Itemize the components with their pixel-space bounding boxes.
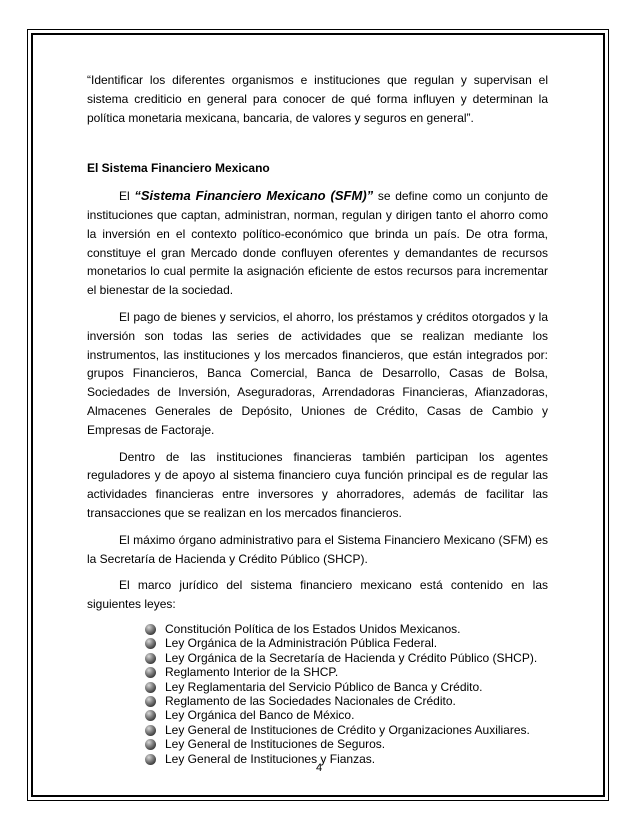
- bullet-icon: [145, 725, 156, 736]
- sfm-term: “Sistema Financiero Mexicano (SFM)”: [134, 188, 374, 204]
- list-item: Constitución Política de los Estados Unidos Mexicanos.: [145, 622, 548, 636]
- list-item: Ley Orgánica de la Administración Pública Federal.: [145, 636, 548, 650]
- list-item: Ley Orgánica de la Secretaría de Hacienda y Crédito Público (SHCP).: [145, 651, 548, 665]
- list-item: Ley General de Instituciones y Fianzas.: [145, 752, 548, 766]
- list-item: Reglamento Interior de la SHCP.: [145, 665, 548, 679]
- bullet-icon: [145, 638, 156, 649]
- bullet-icon: [145, 696, 156, 707]
- definition-lead: El: [119, 189, 135, 204]
- paragraph-legal-framework: El marco jurídico del sistema financiero mexicano está contenido en las siguientes leyes:: [87, 578, 548, 612]
- bullet-icon: [145, 710, 156, 721]
- bullet-icon: [145, 667, 156, 678]
- page-content: [87, 71, 548, 766]
- list-item: Reglamento de las Sociedades Nacionales de Crédito.: [145, 694, 548, 708]
- list-item: Ley General de Instituciones de Crédito y Organizaciones Auxiliares.: [145, 723, 548, 737]
- laws-list: [87, 622, 548, 766]
- page-number: 4: [315, 762, 323, 774]
- paragraph-shcp: El máximo órgano administrativo para el Sistema Financiero Mexicano (SFM) es la Secretaría de Hacienda y Crédito Público (SHCP).: [87, 532, 548, 566]
- list-item: Ley Orgánica del Banco de México.: [145, 708, 548, 722]
- list-item: Ley General de Instituciones de Seguros.: [145, 737, 548, 751]
- definition-rest: se define como un conjunto de instituciones que captan, administran, norman, regulan y dirigen tanto el ahorro como la inversión en el contexto político-económico que brinda un país. De otra forma, constituye el gran Mercado donde confluyen oferentes y demandantes de recursos monetarios lo cual permite la asignación eficiente de estos recursos para incrementar el bienestar de la sociedad.: [87, 189, 549, 298]
- paragraph-activities: El pago de bienes y servicios, el ahorro, los préstamos y créditos otorgados y la inversión son todas las series de actividades que se realizan mediante los instrumentos, las instituciones y los mercados financieros, que están integrados por: grupos Financieros, Banca Comercial, Banca de Desarrollo, Casas de Bolsa, Sociedades de Inversión, Aseguradoras, Arrendadoras Financieras, Afianzadoras, Almacenes Generales de Depósito, Uniones de Crédito, Casas de Cambio y Empresas de Factoraje.: [87, 309, 548, 437]
- section-heading: El Sistema Financiero Mexicano: [87, 161, 270, 176]
- bullet-icon: [145, 653, 156, 664]
- bullet-icon: [145, 739, 156, 750]
- paragraph-definition: [87, 187, 548, 300]
- objective-quote: “Identificar los diferentes organismos e instituciones que regulan y supervisan el sistema crediticio en general para conocer de qué forma influyen y determinan la política monetaria mexicana, bancaria, de valores y seguros en general”.: [87, 73, 548, 125]
- paragraph-regulators: Dentro de las instituciones financieras también participan los agentes reguladores y de apoyo al sistema financiero cuya función principal es de regular las actividades financieras entre inversores y ahorradores, además de facilitar las transacciones que se realizan en los mercados financieros.: [87, 449, 548, 520]
- bullet-icon: [145, 682, 156, 693]
- bullet-icon: [145, 624, 156, 635]
- list-item: Ley Reglamentaria del Servicio Público de Banca y Crédito.: [145, 680, 548, 694]
